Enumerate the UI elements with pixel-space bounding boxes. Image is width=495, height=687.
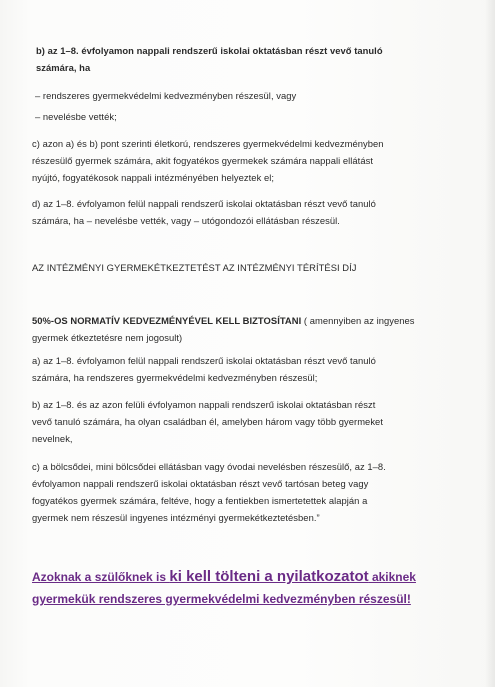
normativ-c-line-2: évfolyamon nappali rendszerű iskolai oktatásban részt vevő tartósan beteg vagy [32, 478, 369, 489]
bottom-notice-part-3: akiknek [368, 570, 416, 584]
item-b-line-2: számára, ha [36, 62, 91, 73]
item-c-line-2: részesülő gyermek számára, akit fogyatékos gyermekek számára nappali ellátást [32, 155, 373, 166]
normativ-b-line-2: vevő tanuló számára, ha olyan családban él, amelyben három vagy több gyermeket [32, 416, 383, 427]
item-d [32, 195, 495, 229]
item-c-line-1: c) azon a) és b) pont szerinti életkorú, rendszeres gyermekvédelmi kedvezményben [32, 138, 384, 149]
item-c [32, 135, 495, 186]
item-d-line-1: d) az 1–8. évfolyamon felül nappali rendszerű iskolai oktatásban részt vevő tanuló [32, 198, 376, 209]
bottom-notice-emphasis: ki kell tölteni a nyilatkozatot [169, 568, 369, 585]
bottom-notice-line-2: gyermekük rendszeres gyermekvédelmi kedvezményben részesül! [32, 592, 411, 606]
item-c-line-3: nyújtó, fogyatékosok nappali intézményében helyeztek el; [32, 172, 275, 183]
normativ-c-line-4: gyermek nem részesül ingyenes intézményi gyermekétkeztetésben.” [32, 512, 320, 523]
dash-item-2: – nevelésbe vették; [35, 111, 117, 122]
normativ-b-line-1: b) az 1–8. és az azon felüli évfolyamon nappali rendszerű iskolai oktatásban részt [32, 399, 376, 410]
normativ-c-line-1: c) a bölcsődei, mini bölcsődei ellátásban vagy óvodai nevelésben részesülő, az 1–8. [32, 461, 386, 472]
normativ-paragraph [32, 312, 495, 346]
item-d-line-2: számára, ha – nevelésbe vették, vagy – utógondozói ellátásban részesül. [32, 215, 340, 226]
normativ-a-line-1: a) az 1–8. évfolyamon felül nappali rendszerű iskolai oktatásban részt vevő tanuló [32, 355, 376, 366]
normativ-item-a [32, 352, 495, 386]
normativ-bold: 50%-OS NORMATÍV KEDVEZMÉNYÉVEL KELL BIZTOSÍTANI [32, 315, 302, 326]
normativ-c-line-3: fogyatékos gyermek számára, feltéve, hogy a fentiekben ismertetettek alapján a [32, 495, 368, 506]
normativ-item-c [32, 458, 495, 526]
normativ-item-b [32, 396, 495, 447]
normativ-line-2: gyermek étkeztetésre nem jogosult) [32, 332, 183, 343]
normativ-rest: ( amennyiben az ingyenes [301, 315, 415, 326]
bottom-notice [32, 566, 495, 610]
dash-item-1: – rendszeres gyermekvédelmi kedvezményben részesül, vagy [35, 90, 297, 101]
item-b [36, 42, 495, 76]
normativ-a-line-2: számára, ha rendszeres gyermekvédelmi kedvezményben részesül; [32, 372, 318, 383]
item-b-line-1: b) az 1–8. évfolyamon nappali rendszerű iskolai oktatásban részt vevő tanuló [36, 45, 383, 56]
section-heading: AZ INTÉZMÉNYI GYERMEKÉTKEZTETÉST AZ INTÉZMÉNYI TÉRÍTÉSI DÍJ [32, 262, 357, 273]
bottom-notice-part-1: Azoknak a szülőknek is [32, 570, 170, 584]
normativ-b-line-3: nevelnek, [32, 433, 73, 444]
